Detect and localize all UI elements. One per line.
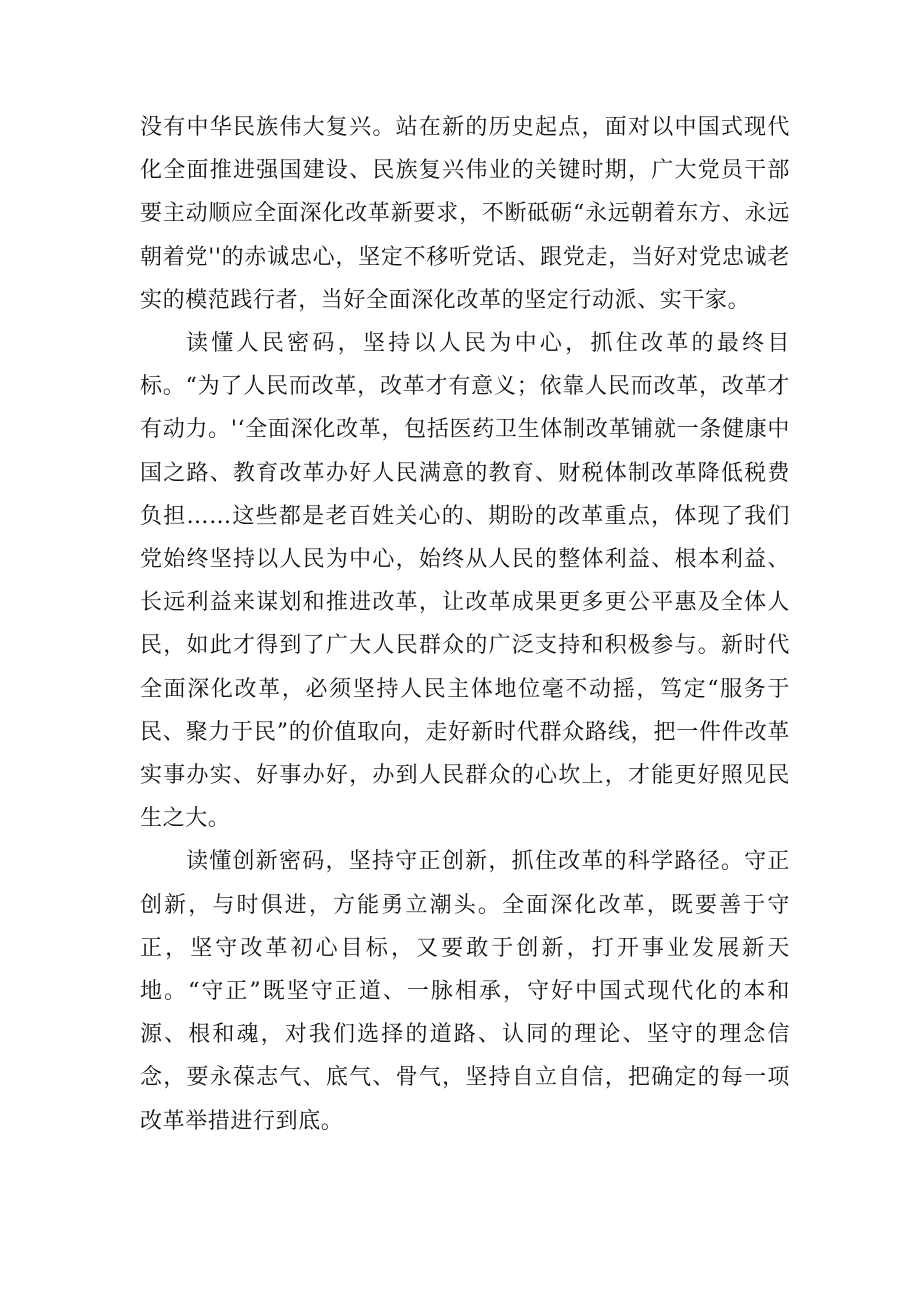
paragraph-1: 没有中华民族伟大复兴。站在新的历史起点，面对以中国式现代化全面推进强国建设、民族复兴伟业的关键时期，广大党员干部要主动顺应全面深化改革新要求，不断砥砺“永远朝着东方、永远朝着党''的赤诚忠心，坚定不移听党话、跟党走，当好对党忠诚老实的模范践行者，当好全面深化改革的坚定行动派、实干家。 [140, 115, 790, 313]
document-page [140, 106, 790, 1143]
paragraph-2: 读懂人民密码，坚持以人民为中心，抓住改革的最终目标。“为了人民而改革，改革才有意义；依靠人民而改革，改革才有动力。'‘全面深化改革，包括医药卫生体制改革铺就一条健康中国之路、教育改革办好人民满意的教育、财税体制改革降低税费负担……这些都是老百姓关心的、期盼的改革重点，体现了我们党始终坚持以人民为中心，始终从人民的整体利益、根本利益、长远利益来谋划和推进改革，让改革成果更多更公平惠及全体人民，如此才得到了广大人民群众的广泛支持和积极参与。新时代全面深化改革，必须坚持人民主体地位毫不动摇，笃定“服务于民、聚力于民”的价值取向，走好新时代群众路线，把一件件改革实事办实、好事办好，办到人民群众的心坎上，才能更好照见民生之大。 [140, 331, 790, 832]
paragraph-3: 读懂创新密码，坚持守正创新，抓住改革的科学路径。守正创新，与时俱进，方能勇立潮头。全面深化改革，既要善于守正，坚守改革初心目标，又要敢于创新，打开事业发展新天地。“守正”既坚守正道、一脉相承，守好中国式现代化的本和源、根和魂，对我们选择的道路、认同的理论、坚守的理念信念，要永葆志气、底气、骨气，坚持自立自信，把确定的每一项改革举措进行到底。 [140, 849, 790, 1134]
